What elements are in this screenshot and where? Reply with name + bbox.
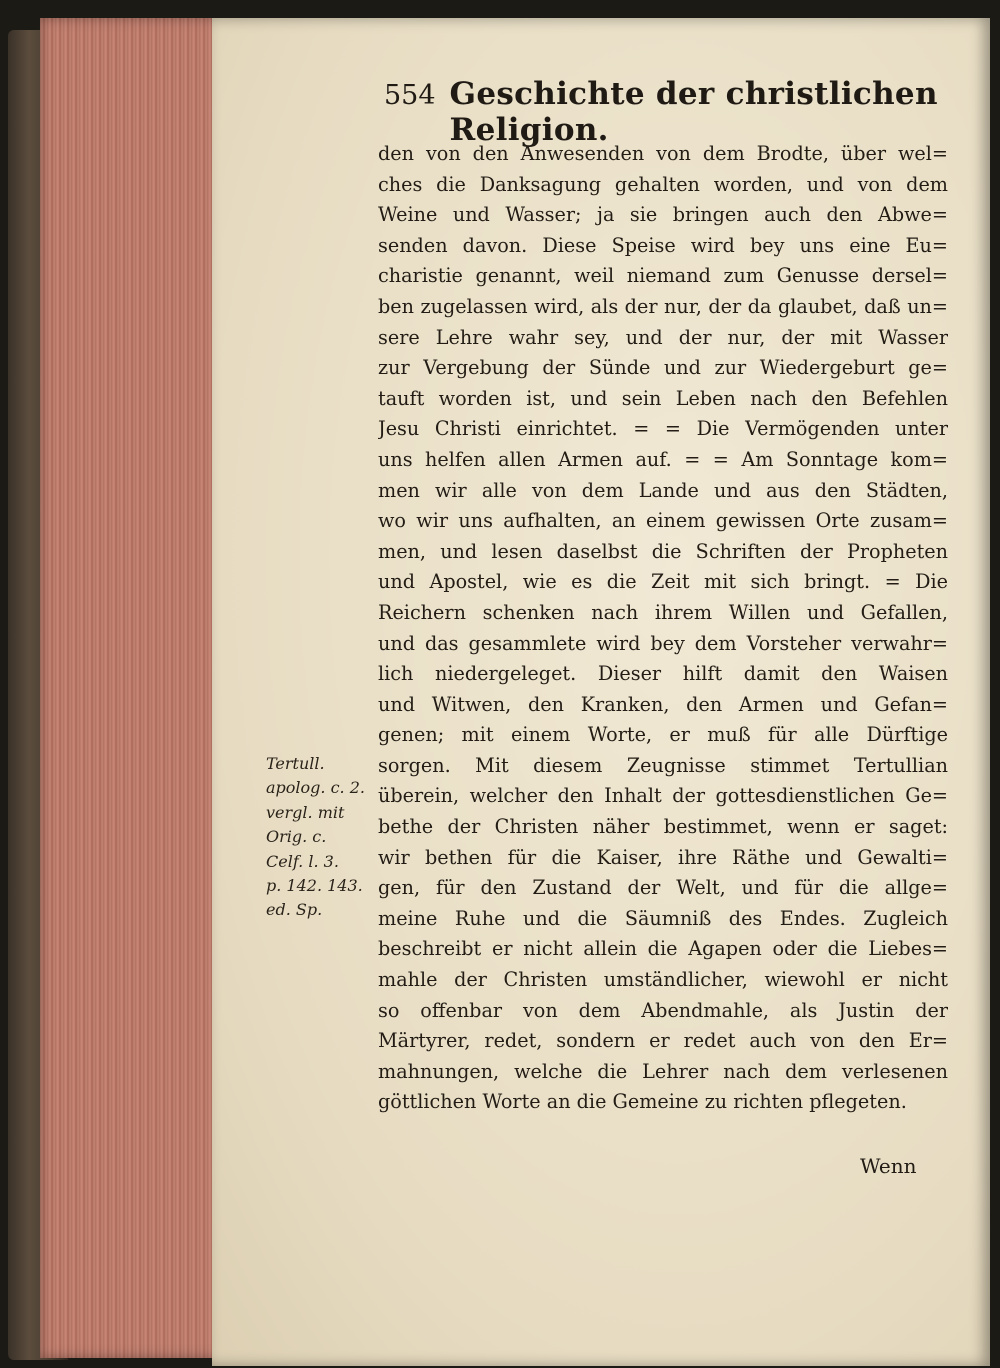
- text-line: Weine und Wasser; ja sie bringen auch den Abwe=: [378, 203, 948, 227]
- marginal-note-line: Tertull.: [266, 754, 325, 773]
- text-line: sorgen. Mit diesem Zeugnisse stimmet Tertullian: [378, 753, 948, 777]
- text-line: uns helfen allen Armen auf. = = Am Sonntage kom=: [378, 447, 948, 471]
- text-line: beschreibt er nicht allein die Agapen oder die Liebes=: [378, 937, 948, 961]
- text-line: Jesu Christi einrichtet. = = Die Vermögenden unter: [378, 417, 948, 441]
- text-line: wo wir uns aufhalten, an einem gewissen Orte zusam=: [378, 509, 948, 533]
- text-line: göttlichen Worte an die Gemeine zu richten pflegeten.: [378, 1090, 907, 1114]
- text-line: ben zugelassen wird, als der nur, der da glaubet, daß un=: [378, 294, 948, 318]
- text-line: senden davon. Diese Speise wird bey uns eine Eu=: [378, 233, 948, 257]
- text-line: den von den Anwesenden von dem Brodte, über wel=: [378, 142, 948, 165]
- text-line: mahle der Christen umständlicher, wiewohl er nicht: [378, 968, 948, 992]
- text-line: men, und lesen daselbst die Schriften der Propheten: [378, 539, 948, 563]
- text-line: zur Vergebung der Sünde und zur Wiedergeburt ge=: [378, 356, 948, 380]
- text-line: sere Lehre wahr sey, und der nur, der mit Wasser: [378, 325, 948, 349]
- page-header: [384, 76, 944, 148]
- catchword: Wenn: [860, 1154, 917, 1178]
- marginal-note-line: Orig. c.: [266, 827, 327, 847]
- text-line: Märtyrer, redet, sondern er redet auch von den Er=: [378, 1029, 948, 1053]
- text-line: mahnungen, welche die Lehrer nach dem verlesenen: [378, 1059, 948, 1083]
- marginal-note-line: Celf. l. 3.: [266, 851, 339, 871]
- marginal-note-line: p. 142. 143.: [266, 876, 363, 896]
- text-line: tauft worden ist, und sein Leben nach den Befehlen: [378, 386, 948, 410]
- page-number: 554: [384, 80, 436, 111]
- text-line: und Apostel, wie es die Zeit mit sich bringt. = Die: [378, 570, 948, 594]
- marginal-note-line: apolog. c. 2.: [266, 778, 365, 798]
- marginal-note-line: vergl. mit: [266, 802, 345, 822]
- body-text: [378, 139, 948, 1118]
- text-line: bethe der Christen näher bestimmet, wenn er saget:: [378, 815, 948, 839]
- text-line: und Witwen, den Kranken, den Armen und Gefan=: [378, 692, 948, 716]
- text-line: genen; mit einem Worte, er muß für alle Dürftige: [378, 723, 948, 747]
- text-line: Reichern schenken nach ihrem Willen und Gefallen,: [378, 600, 948, 624]
- text-line: men wir alle von dem Lande und aus den Städten,: [378, 478, 948, 502]
- text-line: lich niedergeleget. Dieser hilft damit den Waisen: [378, 662, 948, 686]
- text-line: meine Ruhe und die Säumniß des Endes. Zugleich: [378, 906, 948, 930]
- text-line: und das gesammlete wird bey dem Vorsteher verwahr=: [378, 631, 948, 655]
- text-line: charistie genannt, weil niemand zum Genusse dersel=: [378, 264, 948, 288]
- text-line: überein, welcher den Inhalt der gottesdienstlichen Ge=: [378, 784, 948, 808]
- text-line: ches die Danksagung gehalten worden, und von dem: [378, 172, 948, 196]
- page-block-edges: [40, 18, 240, 1358]
- running-title: Geschichte der christlichen Religion.: [449, 76, 938, 148]
- marginal-note-line: ed. Sp.: [266, 900, 323, 920]
- marginal-note: [266, 752, 372, 923]
- text-line: wir bethen für die Kaiser, ihre Räthe und Gewalti=: [378, 845, 948, 869]
- text-line: so offenbar von dem Abendmahle, als Justin der: [378, 998, 948, 1022]
- text-line: gen, für den Zustand der Welt, und für die allge=: [378, 876, 948, 900]
